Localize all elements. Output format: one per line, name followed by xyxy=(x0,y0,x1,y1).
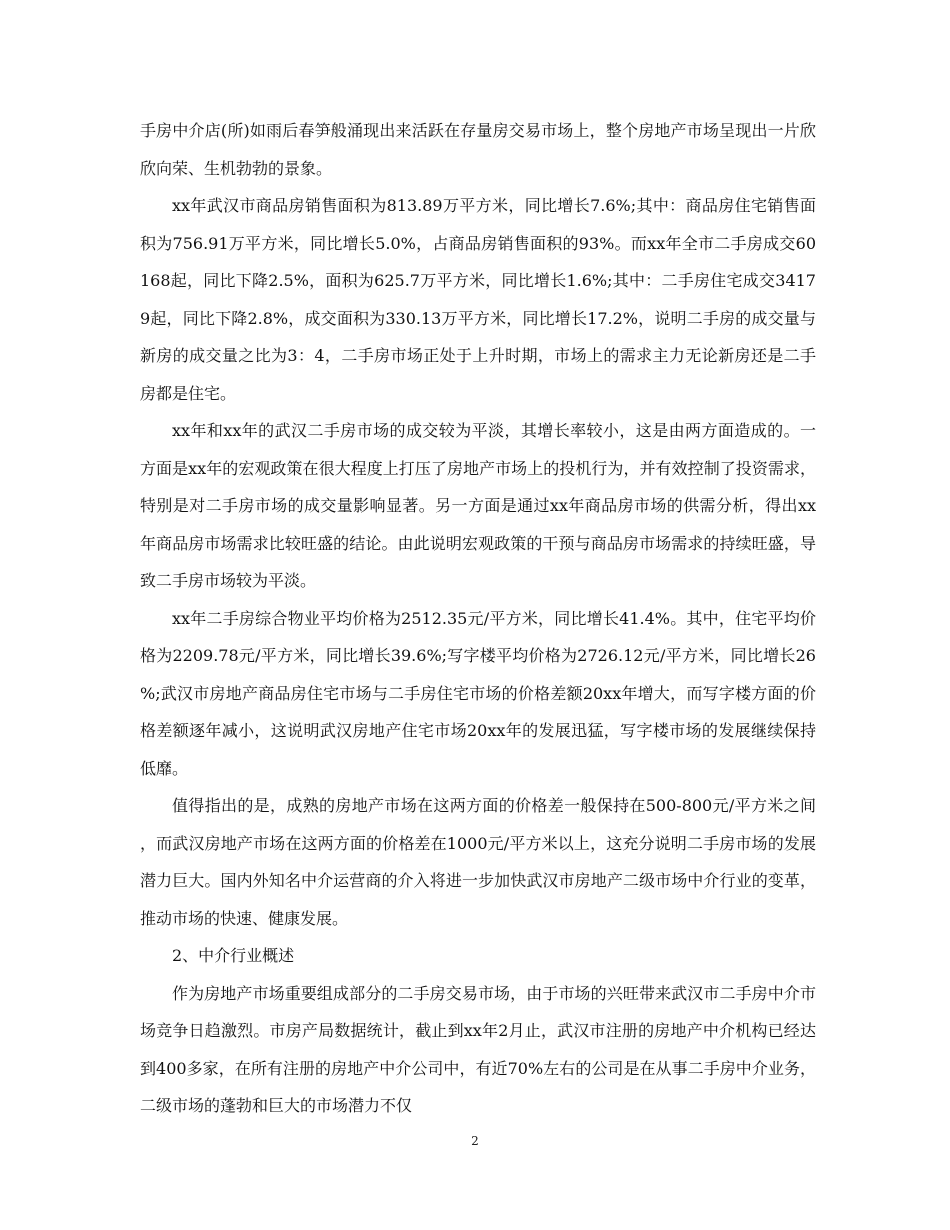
paragraph-continuation: 手房中介店(所)如雨后春笋般涌现出来活跃在存量房交易市场上，整个房地产市场呈现出一片欣欣向荣、生机勃勃的景象。 xyxy=(140,121,816,178)
paragraph-agency-market: 作为房地产市场重要组成部分的二手房交易市场，由于市场的兴旺带来武汉市二手房中介市场竞争日趋激烈。市房产局数据统计，截止到xx年2月止，武汉市注册的房地产中介机构已经达到400多家，在所有注册的房地产中介公司中，有近70%左右的公司是在从事二手房中介业务，二级市场的蓬勃和巨大的市场潜力不仅 xyxy=(140,983,816,1115)
page-number: 2 xyxy=(471,1134,479,1148)
paragraph-market-flat: xx年和xx年的武汉二手房市场的成交较为平淡，其增长率较小，这是由两方面造成的。一方面是xx年的宏观政策在很大程度上打压了房地产市场上的投机行为，并有效控制了投资需求，特别是对二手房市场的成交量影响显著。另一方面是通过xx年商品房市场的供需分析，得出xx年商品房市场需求比较旺盛的结论。由此说明宏观政策的干预与商品房市场需求的持续旺盛，导致二手房市场较为平淡。 xyxy=(140,421,816,590)
section-heading-agency-overview: 2、中介行业概述 xyxy=(172,946,295,965)
paragraph-average-price: xx年二手房综合物业平均价格为2512.35元/平方米，同比增长41.4%。其中，住宅平均价格为2209.78元/平方米，同比增长39.6%;写字楼平均价格为2726.12元/平方米，同比增长26%;武汉市房地产商品房住宅市场与二手房住宅市场的价格差额20xx年增大，而写字楼方面的价格差额逐年减小，这说明武汉房地产住宅市场20xx年的发展迅猛，写字楼市场的发展继续保持低靡。 xyxy=(140,608,816,778)
document-body xyxy=(140,112,816,1125)
paragraph-price-gap: 值得指出的是，成熟的房地产市场在这两方面的价格差一般保持在500-800元/平方米之间，而武汉房地产市场在这两方面的价格差在1000元/平方米以上，这充分说明二手房市场的发展潜力巨大。国内外知名中介运营商的介入将进一步加快武汉市房地产二级市场中介行业的变革，推动市场的快速、健康发展。 xyxy=(140,796,816,928)
paragraph-sales-area: xx年武汉市商品房销售面积为813.89万平方米，同比增长7.6%;其中：商品房住宅销售面积为756.91万平方米，同比增长5.0%，占商品房销售面积的93%。而xx年全市二手房成交60168起，同比下降2.5%，面积为625.7万平方米，同比增长1.6%;其中：二手房住宅成交34179起，同比下降2.8%，成交面积为330.13万平方米，同比增长17.2%，说明二手房的成交量与新房的成交量之比为3：4，二手房市场正处于上升时期，市场上的需求主力无论新房还是二手房都是住宅。 xyxy=(140,196,816,403)
